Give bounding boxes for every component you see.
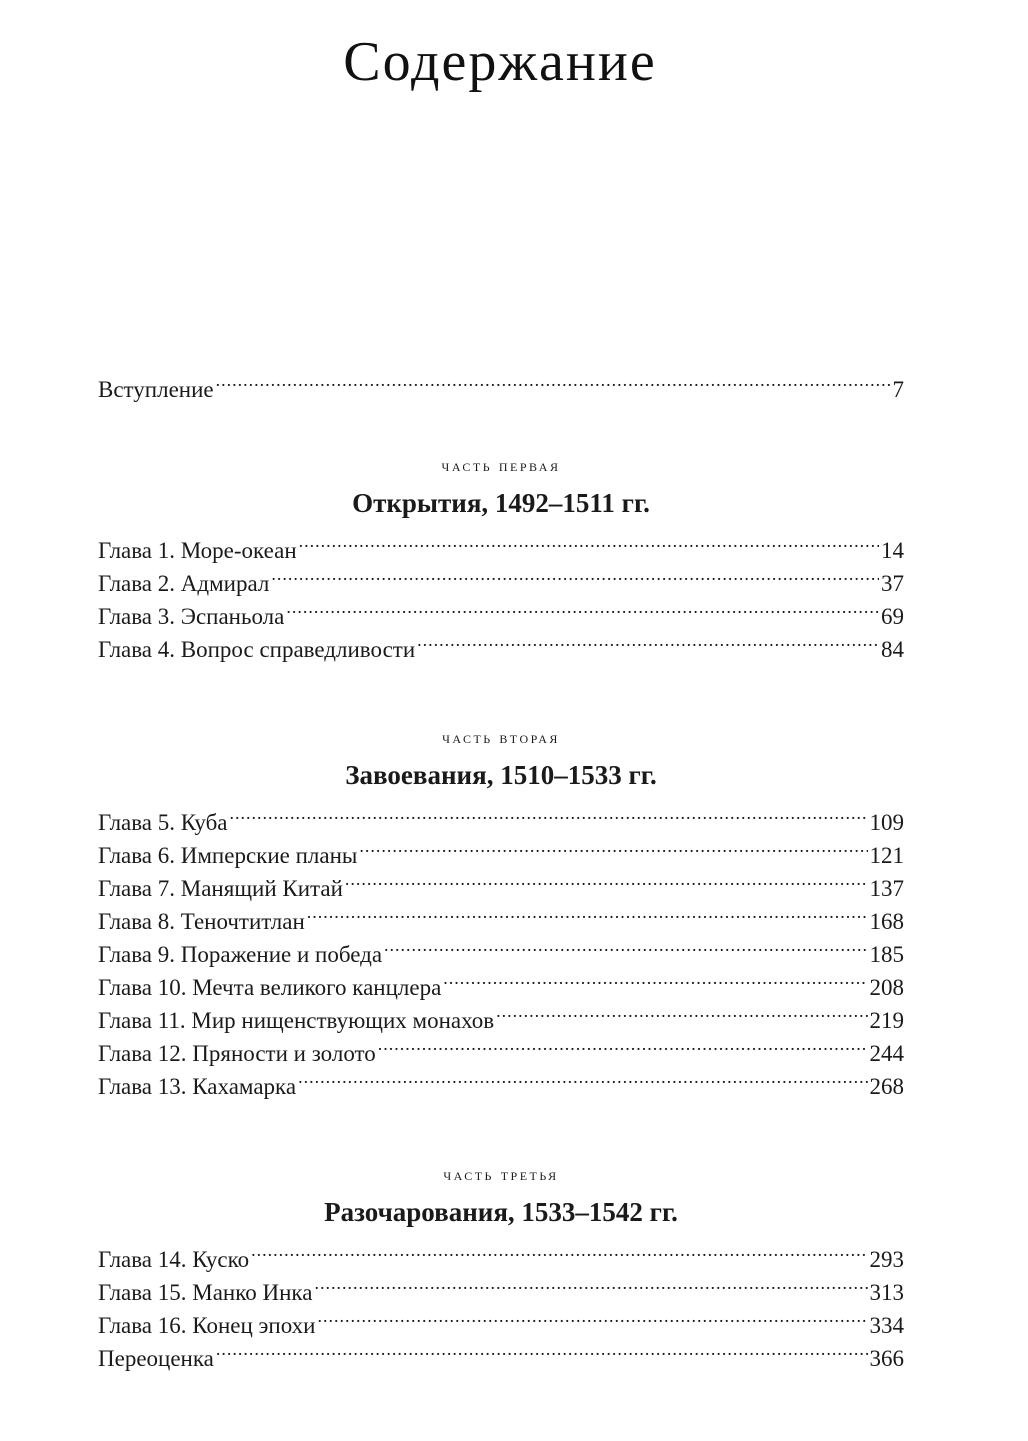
dot-leader: [378, 1028, 868, 1061]
dot-leader: [299, 525, 879, 558]
toc-entry[interactable]: [98, 797, 904, 835]
part-title: Открытия, 1492–1511 гг.: [352, 488, 650, 518]
toc-entry-page: 313: [869, 1280, 904, 1305]
part-title: Разочарования, 1533–1542 гг.: [324, 1197, 678, 1227]
dot-leader: [417, 624, 879, 657]
toc-entry-page: 366: [869, 1346, 904, 1371]
toc-entry[interactable]: [98, 1333, 904, 1371]
toc-entry-label: Глава 3. Эспаньола: [98, 604, 285, 629]
toc-entry-label: Переоценка: [98, 1346, 214, 1371]
toc-entry-label: Глава 13. Кахамарка: [98, 1074, 297, 1099]
toc-entry-page: 168: [869, 909, 904, 934]
dot-leader: [317, 1300, 867, 1333]
dot-leader: [216, 1333, 868, 1366]
toc-entry-label: Глава 4. Вопрос справедливости: [98, 637, 416, 662]
table-of-contents: [98, 364, 904, 1371]
toc-entry-label: Глава 16. Конец эпохи: [98, 1313, 316, 1338]
toc-entry-label: Глава 7. Манящий Китай: [98, 876, 343, 901]
toc-entry-page: 14: [881, 538, 904, 563]
toc-entry[interactable]: [98, 525, 904, 563]
toc-entry-page: 244: [869, 1041, 904, 1066]
dot-leader: [359, 830, 867, 863]
toc-entry-page: 37: [881, 571, 904, 596]
toc-entry-label: Глава 8. Теночтитлан: [98, 909, 305, 934]
toc-entry-label: Глава 11. Мир нищенствующих монахов: [98, 1008, 495, 1033]
toc-entry-page: 293: [869, 1247, 904, 1272]
toc-entry-label: Вступление: [98, 377, 214, 402]
part-label: часть первая: [441, 456, 561, 475]
toc-entry-label: Глава 5. Куба: [98, 810, 228, 835]
dot-leader: [307, 896, 868, 929]
dot-leader: [271, 558, 879, 591]
toc-entry-page: 219: [869, 1008, 904, 1033]
part-label: часть третья: [443, 1165, 559, 1184]
toc-entry-page: 109: [869, 810, 904, 835]
dot-leader: [286, 591, 879, 624]
dot-leader: [251, 1234, 867, 1267]
toc-entry-label: Глава 9. Поражение и победа: [98, 942, 383, 967]
toc-entry-page: 334: [869, 1313, 904, 1338]
dot-leader: [345, 863, 868, 896]
dot-leader: [230, 797, 868, 830]
toc-entry-page: 7: [892, 377, 904, 402]
toc-entry-page: 84: [881, 637, 904, 662]
toc-entry-page: 121: [869, 843, 904, 868]
toc-entry-label: Глава 6. Имперские планы: [98, 843, 358, 868]
part-label: часть вторая: [442, 728, 560, 747]
toc-entry-page: 268: [869, 1074, 904, 1099]
page-title: Содержание: [343, 31, 657, 93]
toc-entry-page: 185: [869, 942, 904, 967]
toc-entry-label: Глава 12. Пряности и золото: [98, 1041, 376, 1066]
dot-leader: [298, 1061, 867, 1094]
dot-leader: [443, 962, 867, 995]
toc-entry-label: Глава 2. Адмирал: [98, 571, 270, 596]
dot-leader: [496, 995, 867, 1028]
toc-entry-intro[interactable]: [98, 364, 904, 402]
toc-entry-page: 69: [881, 604, 904, 629]
dot-leader: [314, 1267, 867, 1300]
dot-leader: [384, 929, 867, 962]
part-title: Завоевания, 1510–1533 гг.: [345, 760, 657, 790]
toc-entry-label: Глава 14. Куско: [98, 1247, 250, 1272]
toc-entry-page: 137: [869, 876, 904, 901]
dot-leader: [216, 364, 891, 397]
toc-entry-label: Глава 15. Манко Инка: [98, 1280, 313, 1305]
toc-entry-label: Глава 10. Мечта великого канцлера: [98, 975, 442, 1000]
toc-entry-page: 208: [869, 975, 904, 1000]
toc-entry-label: Глава 1. Море-океан: [98, 538, 297, 563]
toc-entry[interactable]: [98, 1234, 904, 1272]
